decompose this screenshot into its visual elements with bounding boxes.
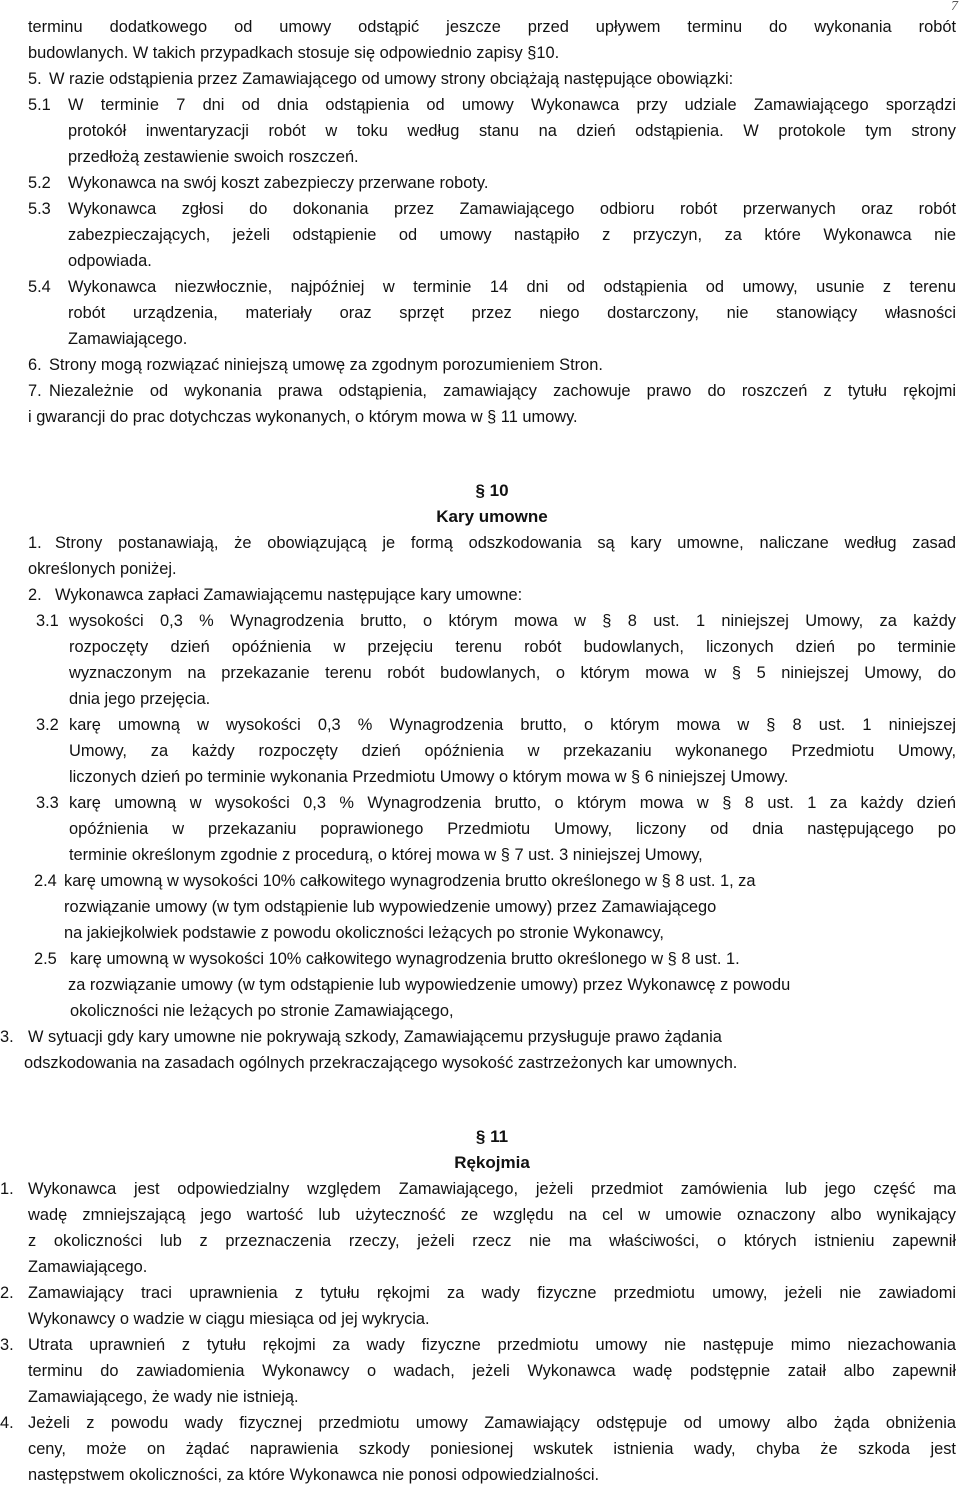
- section-10-point-2: [28, 582, 956, 608]
- text-line: przedłożą zestawienie swoich roszczeń.: [68, 148, 359, 166]
- text-line: wadę zmniejszającą jego wartość lub użyteczność ze względu na cel w umowie oznaczony albo wynikający: [28, 1206, 956, 1224]
- section-10-point-3: [0, 1024, 956, 1076]
- text-line: karę umowną w wysokości 0,3 % Wynagrodzenia brutto, o którym mowa w § 8 ust. 1 niniejszej: [69, 716, 956, 734]
- text-line: Zamawiający traci uprawnienia z tytułu rękojmi za wady fizyczne przedmiotu umowy, jeżeli nie zawiadomi: [28, 1284, 956, 1302]
- section-title: Rękojmia: [454, 1153, 530, 1172]
- text-line: Niezależnie od wykonania prawa odstąpienia, zamawiający zachowuje prawo do roszczeń z tytułu rękojmi: [49, 382, 956, 400]
- text-line: zabezpieczających, jeżeli odstąpienie od umowy nastąpiło z przyczyn, za które Wykonawca nie: [68, 226, 956, 244]
- item-5-1: [28, 92, 956, 170]
- text-line: Zamawiającego.: [28, 1258, 148, 1276]
- item-number: 5.3: [28, 200, 51, 218]
- text-line: z okoliczności lub z przeznaczenia rzeczy, jeżeli rzecz nie ma właściwości, o których istnieniu zapewnił: [28, 1232, 956, 1250]
- paragraph-number: 3.: [0, 1028, 14, 1046]
- document-body: [0, 14, 956, 1488]
- text-line: Jeżeli z powodu wady fizycznej przedmiotu umowy Zamawiający odstępuje od umowy albo żąda obniżenia: [28, 1414, 956, 1432]
- section-number: § 10: [475, 481, 509, 500]
- text-line: W terminie 7 dni od dnia odstąpienia od umowy Wykonawca przy udziale Zamawiającego sporządzi: [68, 96, 956, 114]
- text-line: Zamawiającego.: [68, 330, 188, 348]
- text-line: wyznaczonym na przekazanie terenu robót budowlanych, o którym mowa w § 5 niniejszej Umowy, do: [69, 664, 956, 682]
- text-line: Utrata uprawnień z tytułu rękojmi za wady fizyczne przedmiotu umowy nie następuje mimo niezachowania: [28, 1336, 956, 1354]
- text-line: Wykonawca na swój koszt zabezpieczy przerwane roboty.: [68, 174, 489, 192]
- paragraph-number: 1.: [28, 534, 42, 552]
- item-5-4: [28, 274, 956, 352]
- warranty-item-4: [0, 1410, 956, 1488]
- text-line: odpowiada.: [68, 252, 152, 270]
- penalty-item-3-3: [36, 790, 956, 868]
- paragraph-text: Strony mogą rozwiązać niniejszą umowę za zgodnym porozumieniem Stron.: [49, 356, 603, 374]
- text-line: Wykonawcy o wadzie w ciągu miesiąca od jej wykrycia.: [28, 1310, 430, 1328]
- text-line: karę umowną w wysokości 10% całkowitego wynagrodzenia brutto określonego w § 8 ust. 1, za: [64, 872, 756, 890]
- warranty-item-1: [0, 1176, 956, 1280]
- paragraph-number: 6.: [28, 356, 42, 374]
- text-line: protokół inwentaryzacji robót w toku według stanu na dzień odstąpienia. W protokole tym strony: [68, 122, 956, 140]
- text-line: terminu dodatkowego od umowy odstąpić jeszcze przed upływem terminu do wykonania robót: [28, 18, 956, 36]
- text-line: Strony postanawiają, że obowiązującą je formą odszkodowania są kary umowne, naliczane według zasad: [55, 534, 956, 552]
- text-line: robót urządzenia, materiały oraz sprzęt przez niego dostarczony, nie stanowiący własności: [68, 304, 956, 322]
- item-number: 2.5: [34, 950, 57, 968]
- text-line: określonych poniżej.: [28, 560, 177, 578]
- item-number: 3.3: [36, 794, 59, 812]
- item-number: 3.2: [36, 716, 59, 734]
- penalty-item-2-4: [34, 868, 956, 946]
- text-line: i gwarancji do prac dotychczas wykonanych, o którym mowa w § 11 umowy.: [28, 408, 578, 426]
- penalty-item-2-5: [34, 946, 956, 1024]
- text-line: dnia jego przejęcia.: [69, 690, 211, 708]
- section-10-point-1: [28, 530, 956, 556]
- text-line: następstwem okoliczności, za które Wykonawca nie ponosi odpowiedzialności.: [28, 1466, 600, 1484]
- text-line: W sytuacji gdy kary umowne nie pokrywają szkody, Zamawiającemu przysługuje prawo żądania: [28, 1028, 722, 1046]
- text-line: rozpoczęty dzień opóźnienia w przejęciu terenu robót budowlanych, liczonych dzień po terminie: [69, 638, 956, 656]
- text-line: opóźnienia w przekazaniu poprawionego Przedmiotu Umowy, liczony od dnia następującego po: [69, 820, 956, 838]
- text-line: Umowy, za każdy rozpoczęty dzień opóźnienia w przekazaniu wykonanego Przedmiotu Umowy,: [69, 742, 956, 760]
- warranty-item-3: [0, 1332, 956, 1410]
- paragraph-text: W razie odstąpienia przez Zamawiającego od umowy strony obciążają następujące obowiązki:: [49, 70, 734, 88]
- item-number: 5.2: [28, 174, 51, 192]
- paragraph-7: [28, 378, 956, 404]
- text-line: ceny, może on żądać naprawienia szkody poniesionej wskutek istnienia wady, chyba że szkoda jest: [28, 1440, 956, 1458]
- text-line: karę umowną w wysokości 0,3 % Wynagrodzenia brutto, o którym mowa w § 8 ust. 1 za każdy dzień: [69, 794, 956, 812]
- warranty-item-2: [0, 1280, 956, 1332]
- paragraph-6: [28, 352, 956, 378]
- penalty-item-3-2: [36, 712, 956, 790]
- text-line: Wykonawca niezwłocznie, najpóźniej w terminie 14 dni od odstąpienia od umowy, usunie z terenu: [68, 278, 956, 296]
- text-line: za rozwiązanie umowy (w tym odstąpienie lub wypowiedzenie umowy) przez Wykonawcę z powodu: [68, 976, 791, 994]
- paragraph-number: 5.: [28, 70, 42, 88]
- paragraph-number: 2.: [28, 586, 42, 604]
- paragraph-number: 2.: [0, 1284, 14, 1302]
- paragraph-5: [28, 66, 956, 92]
- text-line: rozwiązanie umowy (w tym odstąpienie lub wypowiedzenie umowy) przez Zamawiającego: [64, 898, 717, 916]
- item-5-3: [28, 196, 956, 274]
- text-line: budowlanych. W takich przypadkach stosuje się odpowiednio zapisy §10.: [28, 44, 560, 62]
- paragraph-number: 4.: [0, 1414, 14, 1432]
- text-line: Wykonawca jest odpowiedzialny względem Zamawiającego, jeżeli przedmiot zamówienia lub jego część ma: [28, 1180, 956, 1198]
- penalty-item-3-1: [36, 608, 956, 712]
- text-line: karę umowną w wysokości 10% całkowitego wynagrodzenia brutto określonego w § 8 ust. 1.: [70, 950, 740, 968]
- text-line: liczonych dzień po terminie wykonania Przedmiotu Umowy o którym mowa w § 6 niniejszej Umowy.: [69, 768, 789, 786]
- paragraph-text: Wykonawca zapłaci Zamawiającemu następujące kary umowne:: [55, 586, 523, 604]
- text-line: na jakiejkolwiek podstawie z powodu okoliczności leżących po stronie Wykonawcy,: [64, 924, 664, 942]
- item-number: 3.1: [36, 612, 59, 630]
- item-number: 2.4: [34, 872, 57, 890]
- section-number: § 11: [475, 1127, 509, 1146]
- item-5-2: [28, 170, 956, 196]
- text-line: terminie określonym zgodnie z procedurą, o której mowa w § 7 ust. 3 niniejszej Umowy,: [69, 846, 703, 864]
- item-number: 5.4: [28, 278, 51, 296]
- paragraph-number: 3.: [0, 1336, 14, 1354]
- section-title: Kary umowne: [436, 507, 548, 526]
- text-line: odszkodowania na zasadach ogólnych przekraczającego wysokość zastrzeżonych kar umownych.: [24, 1054, 738, 1072]
- text-line: Zamawiającego, że wady nie istnieją.: [28, 1388, 299, 1406]
- paragraph-number: 1.: [0, 1180, 14, 1198]
- item-number: 5.1: [28, 96, 51, 114]
- text-line: okoliczności nie leżących po stronie Zamawiającego,: [70, 1002, 454, 1020]
- text-line: Wykonawca zgłosi do dokonania przez Zamawiającego odbioru robót przerwanych oraz robót: [68, 200, 956, 218]
- text-line: terminu do zawiadomienia Wykonawcy o wadach, jeżeli Wykonawca wadę podstępnie zataił albo zapewnił: [28, 1362, 956, 1380]
- text-line: wysokości 0,3 % Wynagrodzenia brutto, o którym mowa w § 8 ust. 1 niniejszej Umowy, za każdy: [69, 612, 956, 630]
- paragraph-number: 7.: [28, 382, 42, 400]
- page-number: 7: [951, 0, 958, 14]
